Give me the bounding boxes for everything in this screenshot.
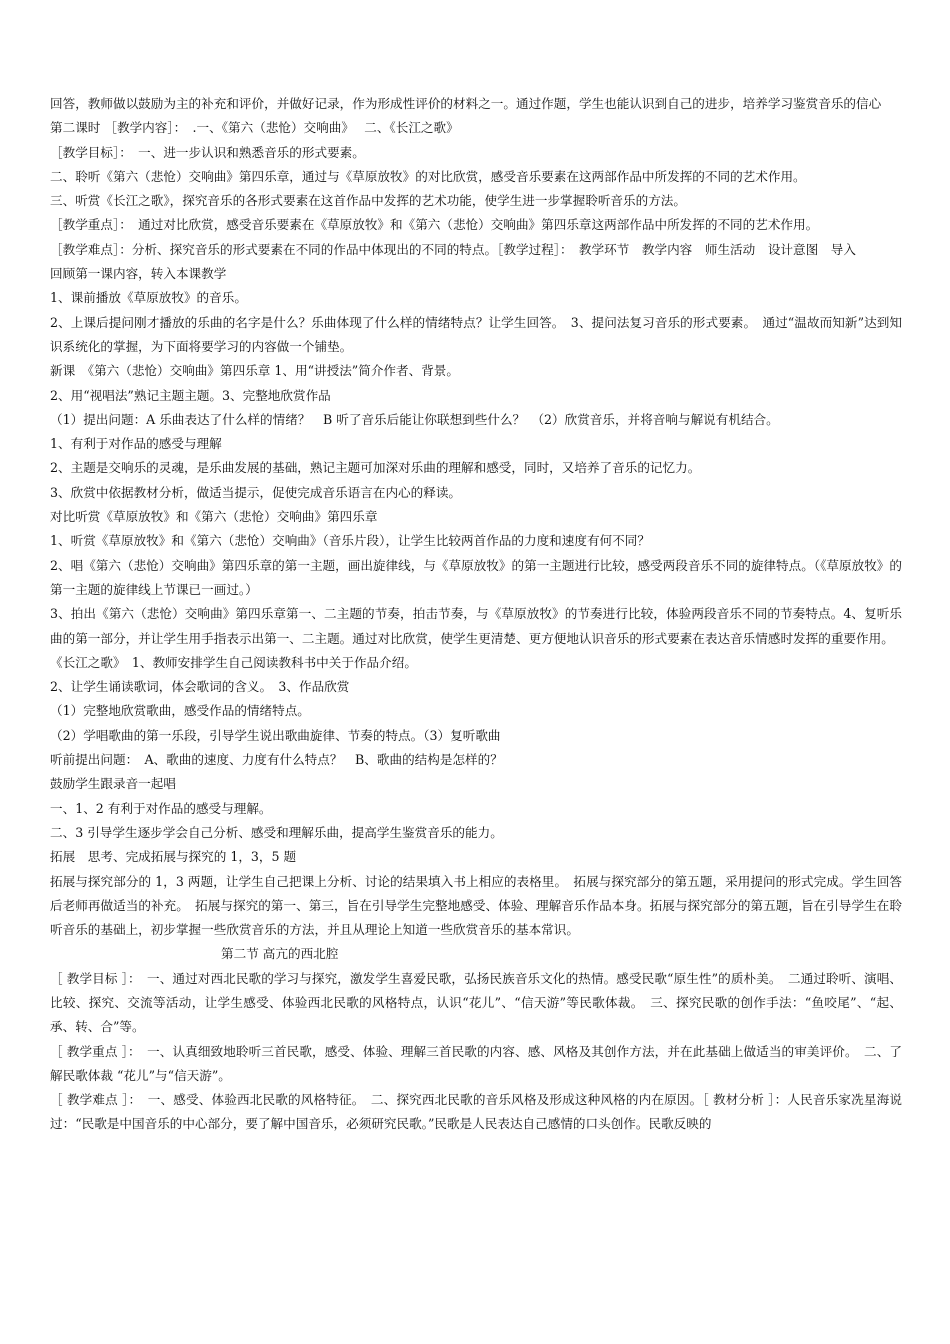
paragraph: 鼓励学生跟录音一起唱 <box>50 776 176 792</box>
paragraph: 2、用“视唱法”熟记主题主题。3、完整地欣赏作品 <box>50 387 331 403</box>
paragraph: 3、欣赏中依据教材分析，做适当提示，促使完成音乐语言在内心的释读。 <box>50 484 462 500</box>
paragraph: 2、唱《第六（悲怆）交响曲》第四乐章的第一主题，画出旋律线，与《草原放牧》的第一主题进行比较，感受两段音乐不同的旋律特点。（《草原放牧》的第一主题的旋律线上节课已一画过。） <box>50 557 902 597</box>
paragraph: 《长江之歌》 1、教师安排学生自己阅读教科书中关于作品介绍。 <box>50 654 417 670</box>
paragraph: 1、课前播放《草原放牧》的音乐。 <box>50 290 247 306</box>
paragraph: 新课 《第六（悲怆）交响曲》第四乐章 1、用“讲授法”简介作者、背景。 <box>50 363 459 379</box>
paragraph: 三、听赏《长江之歌》，探究音乐的各形式要素在这首作品中发挥的艺术功能，使学生进一步掌握聆听音乐的方法。 <box>50 193 686 209</box>
paragraph: 2、上课后提问刚才播放的乐曲的名字是什么？乐曲体现了什么样的情绪特点？让学生回答。 3、提问法复习音乐的形式要素。 通过“温故而知新”达到知识系统化的掌握，为下面将要学习的内容做一个铺垫。 <box>50 314 902 354</box>
lesson-two-content: 第二课时 ［教学内容］： .一、《第六（悲怆）交响曲》 二、《长江之歌》 <box>50 120 459 136</box>
teaching-focus: ［教学重点］： 通过对比欣赏，感受音乐要素在《草原放牧》和《第六（悲怆）交响曲》第四乐章这两部作品中所发挥的不同的艺术作用。 <box>50 217 819 233</box>
paragraph: 对比听赏《草原放牧》和《第六（悲怆）交响曲》第四乐章 <box>50 509 378 525</box>
paragraph: 2、主题是交响乐的灵魂，是乐曲发展的基础，熟记主题可加深对乐曲的理解和感受，同时，又培养了音乐的记忆力。 <box>50 460 701 476</box>
paragraph: 拓展 思考、完成拓展与探究的 1，3，5 题 <box>50 849 297 865</box>
paragraph: 2、让学生诵读歌词，体会歌词的含义。 3、作品欣赏 <box>50 679 350 695</box>
paragraph: ［ 教学目标 ］： 一、通过对西北民歌的学习与探究，激发学生喜爱民歌，弘扬民族音乐文化的热情。感受民歌“原生性”的质朴美。 二通过聆听、演唱、比较、探究、交流等活动，让学生感受、体验西北民歌的风格特点，认识“花儿”、“信天游”等民歌体裁。 三、探究民歌的创作手法：“鱼咬尾”、“起、承、转、合”等。 <box>50 970 902 1035</box>
paragraph: 拓展与探究部分的 1，3 两题，让学生自己把课上分析、讨论的结果填入书上相应的表格里。 拓展与探究部分的第五题，采用提问的形式完成。学生回答后老师再做适当的补充。 拓展与探究的第一、第三，旨在引导学生完整地感受、体验、理解音乐作品本身。拓展与探究部分的第五题，旨在引导学生在聆听音乐的基础上，初步掌握一些欣赏音乐的方法，并且从理论上知道一些欣赏音乐的基本常识。 <box>50 873 902 938</box>
paragraph: ［ 教学重点 ］： 一、认真细致地聆听三首民歌，感受、体验、理解三首民歌的内容、感、风格及其创作方法，并在此基础上做适当的审美评价。 二、了解民歌体裁 “花儿”与“信天游”。 <box>50 1043 902 1083</box>
section-heading: 第二节 高亢的西北腔 <box>221 946 339 962</box>
paragraph: 1、有利于对作品的感受与理解 <box>50 436 222 452</box>
paragraph: 回顾第一课内容，转入本课教学 <box>50 266 227 282</box>
paragraph: 二、3 引导学生逐步学会自己分析、感受和理解乐曲，提高学生鉴赏音乐的能力。 <box>50 824 503 840</box>
teaching-difficulty: ［教学难点］：分析、探究音乐的形式要素在不同的作品中体现出的不同的特点。［教学过程］： 教学环节 教学内容 师生活动 设计意图 导入 <box>50 241 856 257</box>
document-page <box>50 92 902 1137</box>
paragraph: 回答，教师做以鼓励为主的补充和评价，并做好记录，作为形成性评价的材料之一。通过作题，学生也能认识到自己的进步，培养学习鉴赏音乐的信心 <box>50 96 882 111</box>
paragraph: （2）学唱歌曲的第一乐段，引导学生说出歌曲旋律、节奏的特点。（3）复听歌曲 <box>50 727 501 743</box>
paragraph: 3、拍出《第六（悲怆）交响曲》第四乐章第一、二主题的节奏，拍击节奏，与《草原放牧》的节奏进行比较，体验两段音乐不同的节奏特点。4、复听乐曲的第一部分，并让学生用手指表示出第一、二主题。通过对比欣赏，使学生更清楚、更方便地认识音乐的形式要素在表达音乐情感时发挥的重要作用。 <box>50 606 902 646</box>
paragraph: （1）提出问题：A 乐曲表达了什么样的情绪？ B 听了音乐后能让你联想到些什么？ （2）欣赏音乐，并将音响与解说有机结合。 <box>50 411 779 427</box>
paragraph: 1、听赏《草原放牧》和《第六（悲怆）交响曲》（音乐片段），让学生比较两首作品的力度和速度有何不同？ <box>50 533 650 549</box>
paragraph: 一、1、2 有利于对作品的感受与理解。 <box>50 800 272 816</box>
paragraph: （1）完整地欣赏歌曲，感受作品的情绪特点。 <box>50 703 310 719</box>
paragraph: 二、聆听《第六（悲怆）交响曲》第四乐章，通过与《草原放牧》的对比欣赏，感受音乐要素在这两部作品中所发挥的不同的艺术作用。 <box>50 168 806 184</box>
teaching-goal-heading: ［教学目标］： 一、进一步认识和熟悉音乐的形式要素。 <box>50 144 365 160</box>
paragraph: ［ 教学难点 ］： 一、感受、体验西北民歌的风格特征。 二、探究西北民歌的音乐风格及形成这种风格的内在原因。［ 教材分析 ］：人民音乐家冼星海说过：“民歌是中国音乐的中心部分，要了解中国音乐，必须研究民歌。”民歌是人民表达自己感情的口头创作。民歌反映的 <box>50 1092 902 1132</box>
paragraph: 听前提出问题： A、歌曲的速度、力度有什么特点？ B、歌曲的结构是怎样的？ <box>50 752 503 768</box>
